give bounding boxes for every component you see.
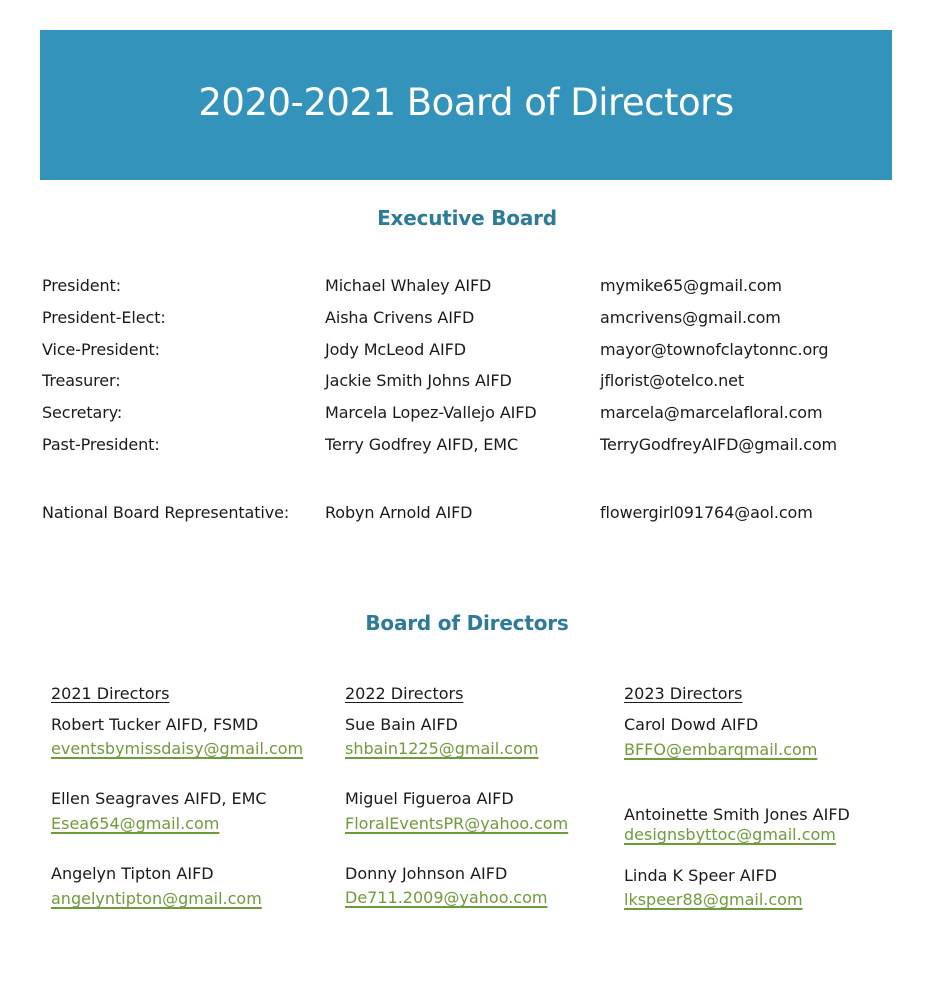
exec-email: jflorist@otelco.net bbox=[600, 371, 745, 390]
exec-role: President: bbox=[42, 276, 122, 295]
exec-email: mayor@townofclaytonnc.org bbox=[600, 340, 829, 359]
director-name: Donny Johnson AIFD bbox=[345, 864, 508, 883]
director-email-link[interactable]: Esea654@gmail.com bbox=[51, 814, 220, 833]
exec-row-vice-president bbox=[0, 340, 934, 364]
exec-name: Michael Whaley AIFD bbox=[325, 276, 492, 295]
column-heading: 2021 Directors bbox=[51, 684, 170, 703]
director-email-link[interactable]: designsbyttoc@gmail.com bbox=[624, 825, 836, 844]
director-name: Ellen Seagraves AIFD, EMC bbox=[51, 789, 267, 808]
director-name: Miguel Figueroa AIFD bbox=[345, 789, 514, 808]
director-name: Carol Dowd AIFD bbox=[624, 715, 759, 734]
director-email-link[interactable]: lkspeer88@gmail.com bbox=[624, 890, 803, 909]
director-name: Antoinette Smith Jones AIFD bbox=[624, 805, 850, 824]
exec-row-secretary bbox=[0, 403, 934, 427]
director-email-link[interactable]: shbain1225@gmail.com bbox=[345, 739, 539, 758]
column-heading: 2022 Directors bbox=[345, 684, 464, 703]
board-of-directors-heading: Board of Directors bbox=[365, 611, 569, 635]
director-email-link[interactable]: eventsbymissdaisy@gmail.com bbox=[51, 739, 304, 758]
exec-email: mymike65@gmail.com bbox=[600, 276, 782, 295]
exec-row-treasurer bbox=[0, 371, 934, 395]
exec-email: flowergirl091764@aol.com bbox=[600, 503, 813, 522]
director-name: Angelyn Tipton AIFD bbox=[51, 864, 214, 883]
exec-role: National Board Representative: bbox=[42, 503, 290, 522]
exec-role: Vice-President: bbox=[42, 340, 160, 359]
exec-email: marcela@marcelafloral.com bbox=[600, 403, 823, 422]
exec-role: Secretary: bbox=[42, 403, 123, 422]
executive-board-heading: Executive Board bbox=[377, 206, 557, 230]
column-heading: 2023 Directors bbox=[624, 684, 743, 703]
exec-name: Aisha Crivens AIFD bbox=[325, 308, 475, 327]
director-email-link[interactable]: BFFO@embarqmail.com bbox=[624, 740, 818, 759]
director-name: Sue Bain AIFD bbox=[345, 715, 458, 734]
title-banner bbox=[40, 30, 892, 180]
exec-row-president-elect bbox=[0, 308, 934, 332]
director-name: Linda K Speer AIFD bbox=[624, 866, 777, 885]
exec-name: Robyn Arnold AIFD bbox=[325, 503, 473, 522]
director-email-link[interactable]: De711.2009@yahoo.com bbox=[345, 888, 548, 907]
exec-email: TerryGodfreyAIFD@gmail.com bbox=[600, 435, 838, 454]
exec-name: Jody McLeod AIFD bbox=[325, 340, 466, 359]
exec-name: Marcela Lopez-Vallejo AIFD bbox=[325, 403, 537, 422]
exec-name: Terry Godfrey AIFD, EMC bbox=[325, 435, 519, 454]
exec-email: amcrivens@gmail.com bbox=[600, 308, 781, 327]
exec-name: Jackie Smith Johns AIFD bbox=[325, 371, 512, 390]
director-email-link[interactable]: angelyntipton@gmail.com bbox=[51, 889, 262, 908]
exec-role: Past-President: bbox=[42, 435, 160, 454]
exec-row-past-president bbox=[0, 435, 934, 459]
exec-role: President-Elect: bbox=[42, 308, 166, 327]
exec-row-president bbox=[0, 276, 934, 300]
exec-row-national-rep bbox=[0, 503, 934, 527]
page-title: 2020-2021 Board of Directors bbox=[198, 80, 734, 124]
director-name: Robert Tucker AIFD, FSMD bbox=[51, 715, 259, 734]
exec-role: Treasurer: bbox=[42, 371, 121, 390]
director-email-link[interactable]: FloralEventsPR@yahoo.com bbox=[345, 814, 569, 833]
